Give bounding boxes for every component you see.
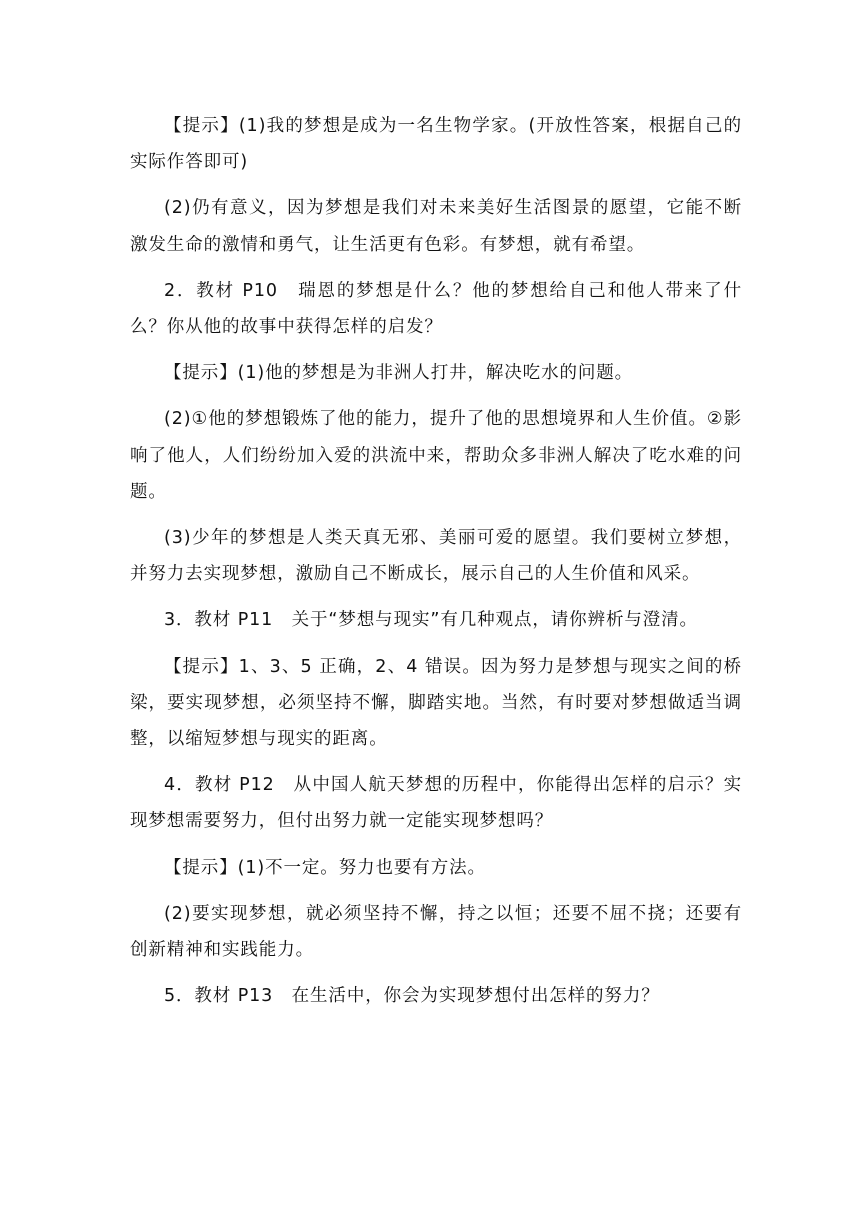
hint-paragraph-6: 【提示】1、3、5 正确，2、4 错误。因为努力是梦想与现实之间的桥梁，要实现梦想，必须坚持不懈，脚踏实地。当然，有时要对梦想做适当调整，以缩短梦想与现实的距离。 [130, 656, 742, 750]
hint-paragraph-5: (3)少年的梦想是人类天真无邪、美丽可爱的愿望。我们要树立梦想，并努力去实现梦想，激励自己不断成长，展示自己的人生价值和风采。 [130, 528, 742, 585]
hint-paragraph-7: 【提示】(1)不一定。努力也要有方法。 [164, 857, 486, 878]
hint-paragraph-8: (2)要实现梦想，就必须坚持不懈，持之以恒；还要不屈不挠；还要有创新精神和实践能力。 [130, 903, 742, 961]
question-4: 4．教材 P12 从中国人航天梦想的历程中，你能得出怎样的启示？实现梦想需要努力，但付出努力就一定能实现梦想吗？ [130, 775, 742, 832]
question-5: 5．教材 P13 在生活中，你会为实现梦想付出怎样的努力？ [164, 986, 660, 1007]
question-2: 2．教材 P10 瑞恩的梦想是什么？他的梦想给自己和他人带来了什么？你从他的故事中获得怎样的启发？ [130, 280, 742, 338]
hint-paragraph-2: (2)仍有意义，因为梦想是我们对未来美好生活图景的愿望，它能不断激发生命的激情和勇气，让生活更有色彩。有梦想，就有希望。 [130, 198, 742, 255]
hint-paragraph-3: 【提示】(1)他的梦想是为非洲人打井，解决吃水的问题。 [164, 363, 634, 384]
question-3: 3．教材 P11 关于“梦想与现实”有几种观点，请你辨析与澄清。 [164, 610, 698, 631]
hint-paragraph-1: 【提示】(1)我的梦想是成为一名生物学家。(开放性答案，根据自己的实际作答即可) [130, 116, 742, 173]
document-body [130, 108, 742, 1024]
hint-paragraph-4: (2)①他的梦想锻炼了他的能力，提升了他的思想境界和人生价值。②影响了他人，人们纷纷加入爱的洪流中来，帮助众多非洲人解决了吃水难的问题。 [130, 409, 742, 502]
